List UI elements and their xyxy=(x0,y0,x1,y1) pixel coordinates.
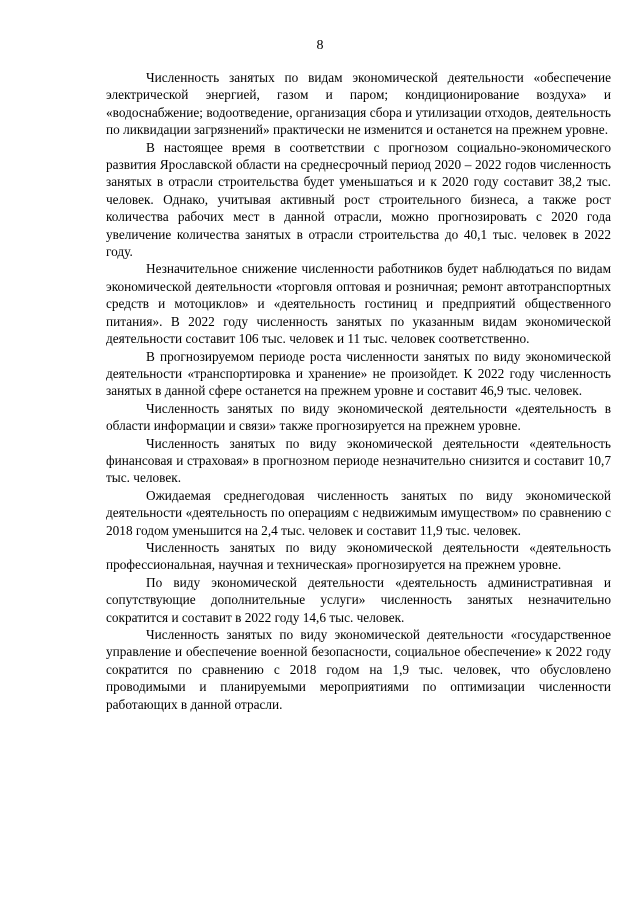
page-number: 8 xyxy=(316,38,324,53)
paragraph: В прогнозируемом периоде роста численности занятых по виду экономической деятельности «транспортировка и хранение» не произойдет. К 2022 году численность занятых в данной сфере останется на прежнем уровне и составит 46,9 тыс. человек. xyxy=(106,348,611,399)
paragraph: Численность занятых по виду экономической деятельности «деятельность финансовая и страховая» в прогнозном периоде незначительно снизится и составит 10,7 тыс. человек. xyxy=(106,435,611,486)
paragraph: Численность занятых по виду экономической деятельности «деятельность профессиональная, научная и техническая» прогнозируется на прежнем уровне. xyxy=(106,539,611,573)
paragraph: Численность занятых по виду экономической деятельности «деятельность в области информации и связи» также прогнозируется на прежнем уровне. xyxy=(106,400,611,434)
paragraph: Незначительное снижение численности работников будет наблюдаться по видам экономической деятельности «торговля оптовая и розничная; ремонт автотранспортных средств и мотоциклов» и «деятельность гостиниц и предприятий общественного питания». В 2022 году численность занятых по указанным видам экономической деятельности составит 106 тыс. человек и 11 тыс. человек соответственно. xyxy=(106,261,611,347)
paragraph: Численность занятых по видам экономической деятельности «обеспечение электрической энергией, газом и паром; кондиционирование воздуха» и «водоснабжение; водоотведение, организация сбора и утилизации отходов, деятельность по ликвидации загрязнений» практически не изменится и останется на прежнем уровне. xyxy=(106,70,611,138)
paragraph: По виду экономической деятельности «деятельность административная и сопутствующие дополнительные услуги» численность занятых незначительно сократится и составит в 2022 году 14,6 тыс. человек. xyxy=(106,574,611,625)
paragraph: В настоящее время в соответствии с прогнозом социально-экономического развития Ярославской области на среднесрочный период 2020 – 2022 годов численность занятых в отрасли строительства будет уменьшаться и к 2020 году составит 38,2 тыс. человек. Однако, учитывая активный рост строительного бизнеса, а также рост количества рабочих мест в данной отрасли, можно прогнозировать с 2020 года увеличение количества занятых в отрасли строительства до 40,1 тыс. человек в 2022 году. xyxy=(106,139,611,260)
paragraph: Ожидаемая среднегодовая численность занятых по виду экономической деятельности «деятельность по операциям с недвижимым имуществом» по сравнению с 2018 годом уменьшится на 2,4 тыс. человек и составит 11,9 тыс. человек. xyxy=(106,487,611,538)
document-body xyxy=(106,69,611,713)
paragraph: Численность занятых по виду экономической деятельности «государственное управление и обеспечение военной безопасности, социальное обеспечение» к 2022 году сократится по сравнению с 2018 годом на 1,9 тыс. человек, что обусловлено проводимыми и планируемыми мероприятиями по оптимизации численности работающих в данной отрасли. xyxy=(106,627,611,712)
